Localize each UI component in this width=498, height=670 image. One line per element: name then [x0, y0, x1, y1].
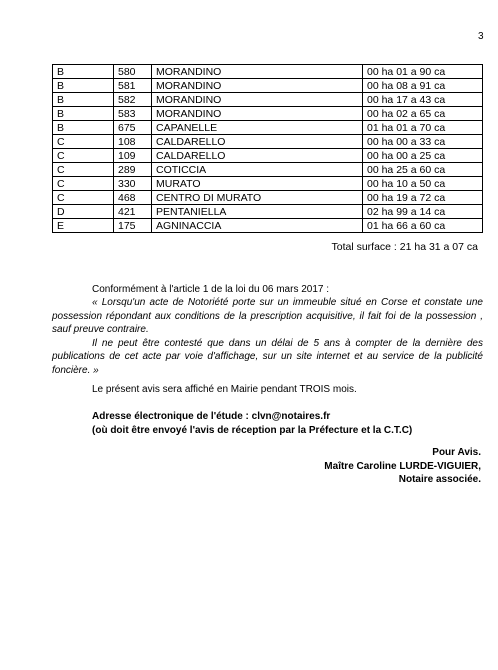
area-cell: 00 ha 19 a 72 ca: [363, 191, 483, 205]
law-quote-paragraph-1: « Lorsqu'un acte de Notoriété porte sur un immeuble situé en Corse et constate une possession répondant aux conditions de la prescription acquisitive, il fait foi de la possession , sauf preuve contraire.: [52, 297, 483, 335]
table-row: [53, 149, 483, 163]
section-cell: C: [53, 163, 114, 177]
area-cell: 00 ha 00 a 33 ca: [363, 135, 483, 149]
law-quote: [52, 296, 483, 377]
parcel-number-cell: 581: [114, 79, 152, 93]
place-name-cell: PENTANIELLA: [152, 205, 363, 219]
parcel-number-cell: 289: [114, 163, 152, 177]
table-row: [53, 205, 483, 219]
table-row: [53, 107, 483, 121]
area-cell: 00 ha 25 a 60 ca: [363, 163, 483, 177]
section-cell: B: [53, 121, 114, 135]
parcels-table-body: [53, 65, 483, 233]
parcel-number-cell: 675: [114, 121, 152, 135]
parcel-number-cell: 468: [114, 191, 152, 205]
area-cell: 00 ha 10 a 50 ca: [363, 177, 483, 191]
page-number: 3: [478, 31, 484, 42]
table-row: [53, 191, 483, 205]
area-cell: 01 ha 01 a 70 ca: [363, 121, 483, 135]
section-cell: C: [53, 149, 114, 163]
section-cell: B: [53, 65, 114, 79]
area-cell: 00 ha 00 a 25 ca: [363, 149, 483, 163]
parcel-number-cell: 175: [114, 219, 152, 233]
section-cell: C: [53, 135, 114, 149]
area-cell: 00 ha 01 a 90 ca: [363, 65, 483, 79]
place-name-cell: CAPANELLE: [152, 121, 363, 135]
place-name-cell: MORANDINO: [152, 65, 363, 79]
place-name-cell: CENTRO DI MURATO: [152, 191, 363, 205]
parcel-number-cell: 583: [114, 107, 152, 121]
table-row: [53, 177, 483, 191]
area-cell: 01 ha 66 a 60 ca: [363, 219, 483, 233]
table-row: [53, 65, 483, 79]
place-name-cell: CALDARELLO: [152, 135, 363, 149]
table-row: [53, 121, 483, 135]
place-name-cell: MORANDINO: [152, 107, 363, 121]
signature-line-3: Notaire associée.: [398, 474, 481, 485]
place-name-cell: MORANDINO: [152, 93, 363, 107]
section-cell: E: [53, 219, 114, 233]
area-cell: 00 ha 08 a 91 ca: [363, 79, 483, 93]
parcel-number-cell: 580: [114, 65, 152, 79]
signature-line-2: Maître Caroline LURDE-VIGUIER,: [324, 460, 481, 472]
place-name-cell: CALDARELLO: [152, 149, 363, 163]
section-cell: B: [53, 93, 114, 107]
section-cell: C: [53, 191, 114, 205]
email-block: [52, 410, 483, 437]
posting-notice: Le présent avis sera affiché en Mairie pendant TROIS mois.: [92, 384, 357, 395]
table-row: [53, 163, 483, 177]
parcel-number-cell: 421: [114, 205, 152, 219]
parcel-number-cell: 108: [114, 135, 152, 149]
total-surface: Total surface : 21 ha 31 a 07 ca: [331, 241, 478, 253]
signature-line-1: Pour Avis.: [432, 447, 481, 458]
parcel-number-cell: 330: [114, 177, 152, 191]
office-email: Adresse électronique de l'étude : clvn@notaires.fr: [92, 411, 331, 422]
law-reference: Conformément à l'article 1 de la loi du 06 mars 2017 :: [92, 284, 330, 295]
place-name-cell: COTICCIA: [152, 163, 363, 177]
table-row: [53, 219, 483, 233]
place-name-cell: MORANDINO: [152, 79, 363, 93]
area-cell: 02 ha 99 a 14 ca: [363, 205, 483, 219]
table-row: [53, 93, 483, 107]
parcel-number-cell: 109: [114, 149, 152, 163]
law-quote-paragraph-2: Il ne peut être contesté que dans un délai de 5 ans à compter de la dernière des publications de cet acte par voie d'affichage, sur un site internet et au service de la publicité foncière. »: [52, 337, 483, 376]
parcels-table: [52, 64, 483, 233]
area-cell: 00 ha 02 a 65 ca: [363, 107, 483, 121]
parcel-number-cell: 582: [114, 93, 152, 107]
section-cell: B: [53, 79, 114, 93]
place-name-cell: MURATO: [152, 177, 363, 191]
email-note: (où doit être envoyé l'avis de réception par la Préfecture et la C.T.C): [92, 424, 413, 436]
section-cell: D: [53, 205, 114, 219]
table-row: [53, 79, 483, 93]
table-row: [53, 135, 483, 149]
section-cell: C: [53, 177, 114, 191]
section-cell: B: [53, 107, 114, 121]
signature-block: [324, 446, 481, 487]
area-cell: 00 ha 17 a 43 ca: [363, 93, 483, 107]
place-name-cell: AGNINACCIA: [152, 219, 363, 233]
